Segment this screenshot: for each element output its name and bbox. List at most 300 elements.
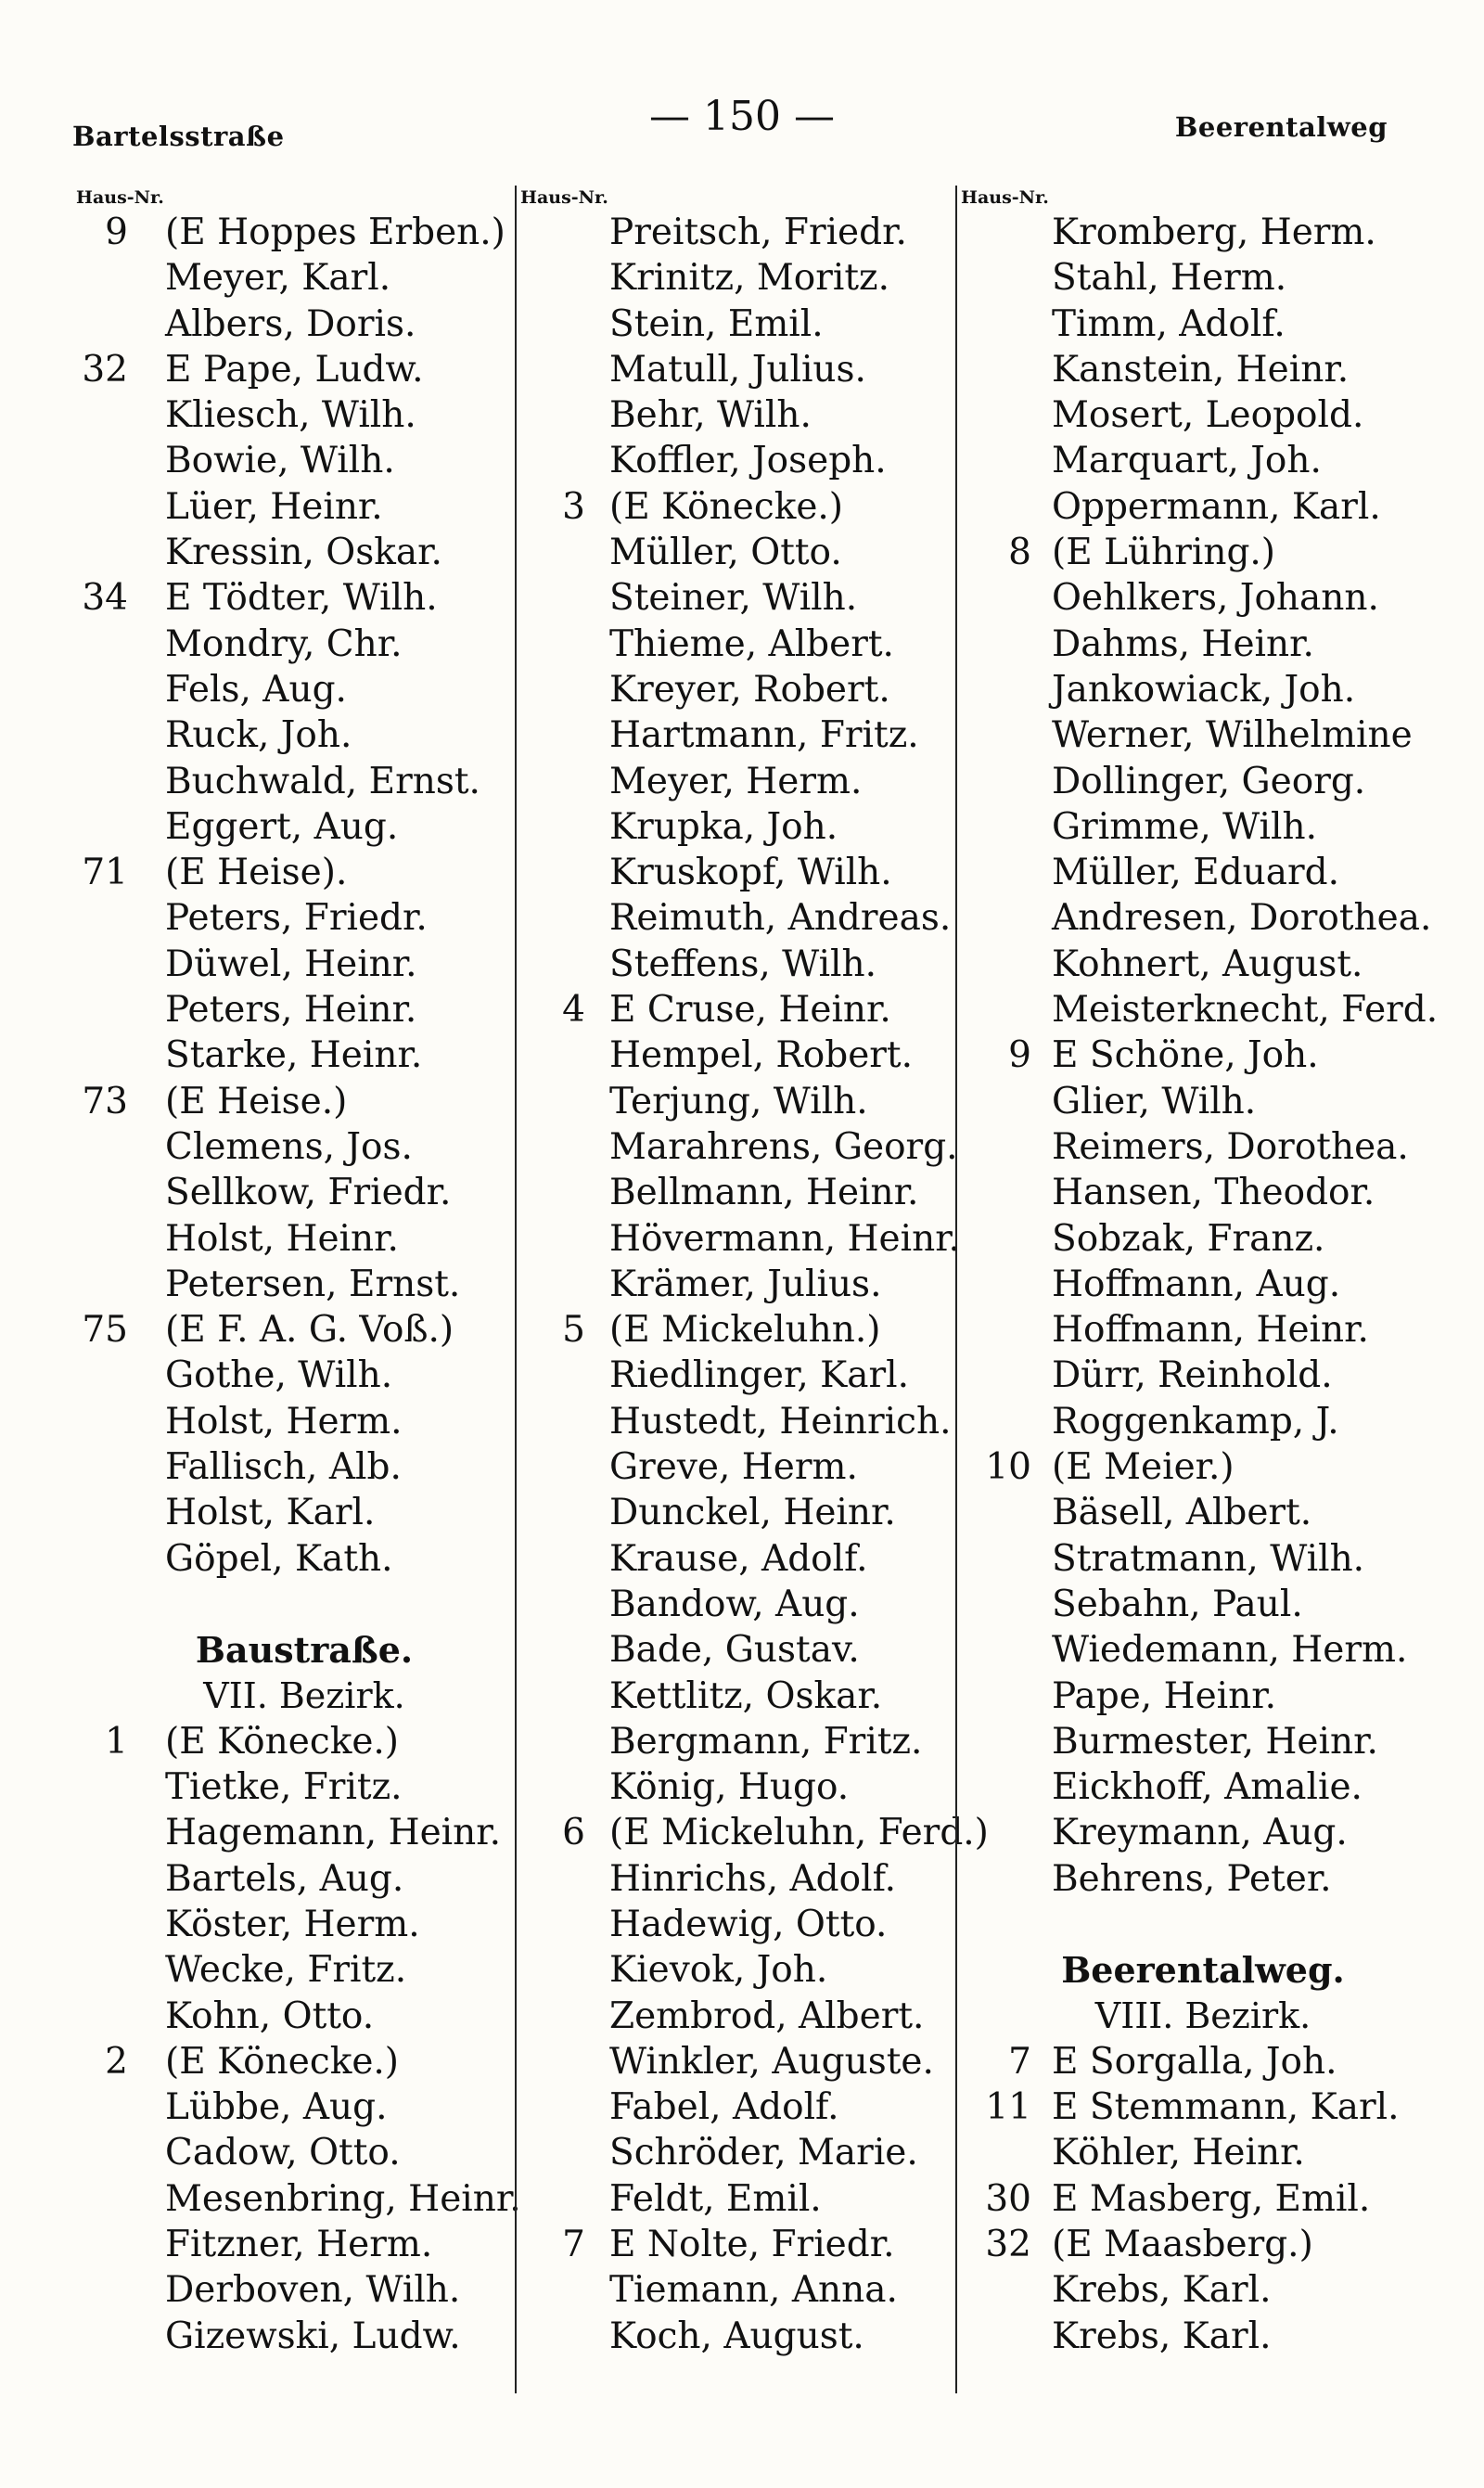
resident-name: Dollinger, Georg. xyxy=(1052,760,1366,802)
directory-entry xyxy=(957,2176,1439,2222)
resident-name: Cadow, Otto. xyxy=(165,2132,401,2174)
directory-entry xyxy=(517,712,960,758)
directory-entry xyxy=(72,1810,508,1855)
resident-name: Kressin, Oskar. xyxy=(165,532,442,574)
resident-name: Hagemann, Heinr. xyxy=(165,1812,502,1854)
resident-name: Thieme, Albert. xyxy=(609,622,894,665)
resident-name: Werner, Wilhelmine xyxy=(1052,714,1413,757)
resident-name: Reimuth, Andreas. xyxy=(609,897,952,940)
resident-name: Oppermann, Karl. xyxy=(1052,485,1381,528)
resident-name: Müller, Eduard. xyxy=(1052,852,1340,894)
resident-name: Steiner, Wilh. xyxy=(609,577,858,620)
resident-name: (E F. A. G. Voß.) xyxy=(165,1309,454,1352)
resident-name: Sebahn, Paul. xyxy=(1052,1583,1303,1625)
resident-name: Schröder, Marie. xyxy=(609,2132,918,2174)
resident-name: (E Maasberg.) xyxy=(1052,2224,1313,2266)
resident-name: Reimers, Dorothea. xyxy=(1052,1125,1409,1168)
directory-entry xyxy=(957,987,1439,1032)
directory-entry xyxy=(957,530,1439,575)
directory-entry xyxy=(517,1947,960,1993)
directory-entry xyxy=(517,987,960,1032)
resident-name: Grimme, Wilh. xyxy=(1052,805,1317,848)
column-header: Haus-Nr. xyxy=(76,187,164,208)
street-heading: Beerentalweg. xyxy=(1061,1949,1345,1992)
resident-name: Eickhoff, Amalie. xyxy=(1052,1766,1362,1809)
directory-entry xyxy=(957,1032,1439,1078)
resident-name: Wecke, Fritz. xyxy=(165,1949,407,1992)
resident-name: Bade, Gustav. xyxy=(609,1629,860,1672)
directory-entry xyxy=(517,850,960,895)
resident-name: Jankowiack, Joh. xyxy=(1052,668,1356,711)
resident-name: Göpel, Kath. xyxy=(165,1537,393,1580)
directory-entry xyxy=(957,392,1439,438)
resident-name: Marahrens, Georg. xyxy=(609,1125,958,1168)
resident-name: Hoffmann, Aug. xyxy=(1052,1263,1341,1305)
directory-entry xyxy=(957,942,1439,987)
resident-name: Albers, Doris. xyxy=(165,302,416,345)
resident-name: Dürr, Reinhold. xyxy=(1052,1354,1333,1397)
directory-entry xyxy=(517,2222,960,2267)
directory-entry xyxy=(72,895,508,941)
directory-entry xyxy=(517,759,960,804)
directory-entry xyxy=(517,1216,960,1262)
resident-name: (E Lühring.) xyxy=(1052,532,1276,574)
resident-name: Bergmann, Fritz. xyxy=(609,1720,923,1763)
resident-name: Lübbe, Aug. xyxy=(165,2086,388,2129)
resident-name: Sellkow, Friedr. xyxy=(165,1172,452,1214)
resident-name: Fabel, Adolf. xyxy=(609,2086,839,2129)
directory-entry xyxy=(72,1856,508,1902)
resident-name: Holst, Karl. xyxy=(165,1492,376,1534)
directory-entry xyxy=(957,2130,1439,2175)
house-number: 9 xyxy=(105,212,128,253)
directory-entry xyxy=(957,2039,1439,2084)
directory-entry xyxy=(72,1536,508,1582)
house-number: 30 xyxy=(985,2177,1031,2220)
district-heading: VIII. Bezirk. xyxy=(1094,1994,1311,2036)
resident-name: Marquart, Joh. xyxy=(1052,440,1322,482)
resident-name: Clemens, Jos. xyxy=(165,1125,413,1168)
resident-name: Terjung, Wilh. xyxy=(609,1080,868,1122)
street-heading: Baustraße. xyxy=(195,1629,414,1672)
directory-entry xyxy=(517,255,960,301)
directory-entry xyxy=(72,1994,508,2039)
resident-name: Köster, Herm. xyxy=(165,1903,420,1945)
resident-name: Mesenbring, Heinr. xyxy=(165,2177,521,2220)
resident-name: (E Hoppes Erben.) xyxy=(165,212,505,253)
directory-entry xyxy=(72,1170,508,1215)
directory-entry xyxy=(957,1674,1439,1719)
resident-name: Preitsch, Friedr. xyxy=(609,212,907,253)
directory-entry xyxy=(72,2130,508,2175)
directory-entry xyxy=(72,1262,508,1307)
directory-entry xyxy=(517,210,960,255)
resident-name: Tiemann, Anna. xyxy=(609,2269,898,2312)
resident-name: Köhler, Heinr. xyxy=(1052,2132,1305,2174)
resident-name: E Sorgalla, Joh. xyxy=(1052,2040,1337,2083)
directory-entry xyxy=(72,1719,508,1764)
resident-name: E Masberg, Emil. xyxy=(1052,2177,1371,2220)
resident-name: Glier, Wilh. xyxy=(1052,1080,1257,1122)
directory-entry xyxy=(517,1490,960,1535)
resident-name: Hustedt, Heinrich. xyxy=(609,1400,952,1443)
directory-entry xyxy=(517,1170,960,1215)
directory-entry xyxy=(72,1032,508,1078)
directory-entry xyxy=(957,484,1439,530)
column-header: Haus-Nr. xyxy=(520,187,608,208)
resident-name: (E Könecke.) xyxy=(165,2040,400,2083)
directory-entry xyxy=(957,1216,1439,1262)
directory-entry xyxy=(517,622,960,667)
page-number: — 150 — xyxy=(649,93,835,140)
resident-name: Hinrichs, Adolf. xyxy=(609,1857,897,1900)
directory-entry xyxy=(72,2222,508,2267)
directory-entry xyxy=(72,575,508,621)
resident-name: Krebs, Karl. xyxy=(1052,2269,1272,2312)
resident-name: E Cruse, Heinr. xyxy=(609,989,891,1032)
directory-entry xyxy=(72,667,508,712)
resident-name: Dahms, Heinr. xyxy=(1052,622,1314,665)
house-number: 11 xyxy=(985,2086,1031,2129)
directory-entry xyxy=(517,1856,960,1902)
directory-entry xyxy=(517,530,960,575)
house-number: 10 xyxy=(985,1446,1031,1489)
directory-entry xyxy=(72,347,508,392)
directory-entry xyxy=(517,2084,960,2130)
house-number: 6 xyxy=(562,1812,585,1854)
directory-entry xyxy=(957,895,1439,941)
resident-name: Stahl, Herm. xyxy=(1052,257,1287,300)
directory-entry xyxy=(957,1810,1439,1855)
directory-entry xyxy=(517,942,960,987)
column-2 xyxy=(515,186,989,2393)
directory-entry xyxy=(517,2314,960,2359)
house-number: 75 xyxy=(82,1309,128,1352)
house-number: 9 xyxy=(1008,1034,1031,1077)
directory-entry xyxy=(957,1444,1439,1490)
directory-entry xyxy=(72,484,508,530)
house-number: 4 xyxy=(562,989,585,1032)
resident-name: Eggert, Aug. xyxy=(165,805,399,848)
directory-entry xyxy=(72,1079,508,1124)
directory-entry xyxy=(957,1490,1439,1535)
directory-entry xyxy=(517,1582,960,1627)
directory-entry xyxy=(957,1079,1439,1124)
resident-name: Steffens, Wilh. xyxy=(609,943,877,985)
directory-entry xyxy=(517,2039,960,2084)
directory-entry xyxy=(72,1947,508,1993)
directory-entry xyxy=(72,712,508,758)
resident-name: E Schöne, Joh. xyxy=(1052,1034,1319,1077)
resident-name: Matull, Julius. xyxy=(609,348,866,391)
resident-name: Behrens, Peter. xyxy=(1052,1857,1332,1900)
resident-name: Tietke, Fritz. xyxy=(165,1766,403,1809)
resident-name: Kievok, Joh. xyxy=(609,1949,828,1992)
directory-entry xyxy=(72,622,508,667)
directory-entry xyxy=(72,1307,508,1353)
directory-entry xyxy=(517,1353,960,1398)
resident-name: (E Heise). xyxy=(165,852,348,894)
directory-entry xyxy=(517,392,960,438)
house-number: 5 xyxy=(562,1309,585,1352)
resident-name: Müller, Otto. xyxy=(609,532,842,574)
column-1 xyxy=(72,186,521,2393)
resident-name: Starke, Heinr. xyxy=(165,1034,423,1077)
house-number: 3 xyxy=(562,485,585,528)
resident-name: Krinitz, Moritz. xyxy=(609,257,890,300)
resident-name: Meyer, Herm. xyxy=(609,760,863,802)
directory-entry xyxy=(517,1444,960,1490)
resident-name: Bellmann, Heinr. xyxy=(609,1172,919,1214)
resident-name: Zembrod, Albert. xyxy=(609,1994,925,2037)
house-number: 32 xyxy=(82,348,128,391)
resident-name: Bowie, Wilh. xyxy=(165,440,395,482)
resident-name: Hansen, Theodor. xyxy=(1052,1172,1375,1214)
directory-entry xyxy=(517,2267,960,2313)
directory-entry xyxy=(957,438,1439,483)
resident-name: Peters, Heinr. xyxy=(165,989,417,1032)
resident-name: E Pape, Ludw. xyxy=(165,348,424,391)
directory-entry xyxy=(957,804,1439,850)
resident-name: Sobzak, Franz. xyxy=(1052,1217,1325,1260)
resident-name: Peters, Friedr. xyxy=(165,897,428,940)
directory-entry xyxy=(72,759,508,804)
resident-name: Bäsell, Albert. xyxy=(1052,1492,1312,1534)
resident-name: E Nolte, Friedr. xyxy=(609,2224,895,2266)
resident-name: (E Mickeluhn, Ferd.) xyxy=(609,1812,989,1854)
directory-entry xyxy=(957,1582,1439,1627)
resident-name: (E Mickeluhn.) xyxy=(609,1309,881,1352)
resident-name: Oehlkers, Johann. xyxy=(1052,577,1379,620)
resident-name: König, Hugo. xyxy=(609,1766,850,1809)
directory-entry xyxy=(72,438,508,483)
directory-entry xyxy=(72,301,508,347)
running-head xyxy=(0,93,1484,152)
directory-entry xyxy=(517,1399,960,1444)
resident-name: Bartels, Aug. xyxy=(165,1857,404,1900)
resident-name: Ruck, Joh. xyxy=(165,714,352,757)
directory-entry xyxy=(517,1810,989,1855)
directory-entry xyxy=(72,850,508,895)
section-gap xyxy=(72,1582,508,1627)
directory-entry xyxy=(72,942,508,987)
directory-entry xyxy=(517,1307,960,1353)
directory-entry xyxy=(517,347,960,392)
resident-name: Pape, Heinr. xyxy=(1052,1674,1277,1717)
resident-name: Hartmann, Fritz. xyxy=(609,714,919,757)
directory-entry xyxy=(957,1124,1439,1170)
resident-name: Behr, Wilh. xyxy=(609,394,812,437)
resident-name: Krupka, Joh. xyxy=(609,805,838,848)
directory-entry xyxy=(72,1902,508,1947)
directory-entry xyxy=(72,2267,508,2313)
directory-entry xyxy=(957,1719,1439,1764)
resident-name: Bandow, Aug. xyxy=(609,1583,860,1625)
resident-name: Feldt, Emil. xyxy=(609,2177,822,2220)
directory-entry xyxy=(957,1262,1439,1307)
resident-name: Andresen, Dorothea. xyxy=(1052,897,1432,940)
directory-entry xyxy=(957,2314,1439,2359)
house-number: 34 xyxy=(82,577,128,620)
resident-name: Gothe, Wilh. xyxy=(165,1354,393,1397)
running-head-left: Bartelsstraße xyxy=(72,121,285,152)
resident-name: Kanstein, Heinr. xyxy=(1052,348,1350,391)
directory-entry xyxy=(517,1764,960,1810)
directory-entry xyxy=(957,575,1439,621)
directory-entry xyxy=(957,1399,1439,1444)
directory-entry xyxy=(957,1627,1439,1673)
resident-name: Krause, Adolf. xyxy=(609,1537,868,1580)
directory-entry xyxy=(517,2176,960,2222)
directory-entry xyxy=(957,850,1439,895)
directory-entry xyxy=(72,1399,508,1444)
house-number: 1 xyxy=(105,1720,128,1763)
resident-name: E Tödter, Wilh. xyxy=(165,577,438,620)
directory-entry xyxy=(72,210,508,255)
resident-name: Mosert, Leopold. xyxy=(1052,394,1364,437)
directory-entry xyxy=(517,1262,960,1307)
directory-entry xyxy=(72,530,508,575)
resident-name: Kreyer, Robert. xyxy=(609,668,890,711)
directory-entry xyxy=(957,210,1439,255)
directory-entry xyxy=(517,2130,960,2175)
resident-name: Düwel, Heinr. xyxy=(165,943,417,985)
directory-entry xyxy=(72,2039,508,2084)
resident-name: Holst, Herm. xyxy=(165,1400,403,1443)
section-gap xyxy=(957,1902,1439,1947)
directory-entry xyxy=(957,255,1439,301)
house-number: 71 xyxy=(82,852,128,894)
resident-name: Roggenkamp, J. xyxy=(1052,1400,1339,1443)
column-3 xyxy=(955,186,1439,2393)
directory-entry xyxy=(957,1536,1439,1582)
directory-entry xyxy=(72,2084,508,2130)
directory-entry xyxy=(517,895,960,941)
resident-name: Lüer, Heinr. xyxy=(165,485,383,528)
directory-entry xyxy=(517,667,960,712)
directory-entry xyxy=(957,347,1439,392)
house-number: 7 xyxy=(562,2224,585,2266)
resident-name: (E Meier.) xyxy=(1052,1446,1235,1489)
resident-name: Fitzner, Herm. xyxy=(165,2224,433,2266)
resident-name: Krämer, Julius. xyxy=(609,1263,882,1305)
resident-name: Dunckel, Heinr. xyxy=(609,1492,896,1534)
directory-entry xyxy=(517,438,960,483)
directory-entry xyxy=(517,804,960,850)
house-number: 32 xyxy=(985,2224,1031,2266)
resident-name: Hövermann, Heinr. xyxy=(609,1217,960,1260)
directory-entry xyxy=(72,1353,508,1398)
directory-entry xyxy=(72,987,508,1032)
directory-entry xyxy=(957,2084,1439,2130)
directory-entry xyxy=(517,1627,960,1673)
directory-entry xyxy=(957,712,1439,758)
directory-entry xyxy=(517,1032,960,1078)
directory-entry xyxy=(72,392,508,438)
directory-entry xyxy=(72,255,508,301)
house-number: 8 xyxy=(1008,532,1031,574)
column-header: Haus-Nr. xyxy=(961,187,1049,208)
directory-entry xyxy=(957,1856,1439,1902)
resident-name: Greve, Herm. xyxy=(609,1446,858,1489)
directory-entry xyxy=(517,1994,960,2039)
directory-entry xyxy=(957,759,1439,804)
house-number: 2 xyxy=(105,2040,128,2083)
resident-name: Stratmann, Wilh. xyxy=(1052,1537,1365,1580)
resident-name: Riedlinger, Karl. xyxy=(609,1354,910,1397)
directory-entry xyxy=(957,667,1439,712)
resident-name: Buchwald, Ernst. xyxy=(165,760,480,802)
resident-name: Kromberg, Herm. xyxy=(1052,212,1376,253)
resident-name: Burmester, Heinr. xyxy=(1052,1720,1378,1763)
resident-name: Timm, Adolf. xyxy=(1052,302,1286,345)
resident-name: Gizewski, Ludw. xyxy=(165,2315,461,2357)
directory-entry xyxy=(517,1674,960,1719)
district-heading: VII. Bezirk. xyxy=(203,1674,405,1716)
house-number: 73 xyxy=(82,1080,128,1122)
directory-entry xyxy=(517,1124,960,1170)
directory-entry xyxy=(517,1902,960,1947)
directory-entry xyxy=(72,1216,508,1262)
resident-name: Koffler, Joseph. xyxy=(609,440,887,482)
resident-name: Meisterknecht, Ferd. xyxy=(1052,989,1439,1032)
directory-entry xyxy=(72,1444,508,1490)
resident-name: Hadewig, Otto. xyxy=(609,1903,888,1945)
directory-entry xyxy=(517,575,960,621)
directory-entry xyxy=(517,1719,960,1764)
resident-name: Kreymann, Aug. xyxy=(1052,1812,1348,1854)
directory-entry xyxy=(72,2314,508,2359)
resident-name: (E Könecke.) xyxy=(609,485,844,528)
resident-name: Holst, Heinr. xyxy=(165,1217,399,1260)
resident-name: Derboven, Wilh. xyxy=(165,2269,461,2312)
directory-entry xyxy=(957,622,1439,667)
directory-entry xyxy=(957,1353,1439,1398)
directory-entry xyxy=(517,1079,960,1124)
resident-name: Meyer, Karl. xyxy=(165,257,391,300)
resident-name: Fels, Aug. xyxy=(165,668,347,711)
resident-name: E Stemmann, Karl. xyxy=(1052,2086,1400,2129)
directory-entry xyxy=(517,484,960,530)
directory-entry xyxy=(517,1536,960,1582)
directory-entry xyxy=(957,301,1439,347)
directory-entry xyxy=(957,1764,1439,1810)
directory-entry xyxy=(72,2176,521,2222)
resident-name: (E Heise.) xyxy=(165,1080,348,1122)
house-number: 7 xyxy=(1008,2040,1031,2083)
resident-name: Wiedemann, Herm. xyxy=(1052,1629,1408,1672)
directory-entry xyxy=(72,1490,508,1535)
directory-entry xyxy=(72,1764,508,1810)
resident-name: (E Könecke.) xyxy=(165,1720,400,1763)
resident-name: Hempel, Robert. xyxy=(609,1034,913,1077)
resident-name: Hoffmann, Heinr. xyxy=(1052,1309,1369,1352)
resident-name: Stein, Emil. xyxy=(609,302,824,345)
directory-entry xyxy=(957,1307,1439,1353)
running-head-right: Beerentalweg xyxy=(1174,111,1388,143)
resident-name: Mondry, Chr. xyxy=(165,622,403,665)
directory-entry xyxy=(957,2222,1439,2267)
resident-name: Koch, August. xyxy=(609,2315,864,2357)
directory-entry xyxy=(72,804,508,850)
resident-name: Petersen, Ernst. xyxy=(165,1263,461,1305)
resident-name: Kohnert, August. xyxy=(1052,943,1363,985)
directory-entry xyxy=(957,1170,1439,1215)
resident-name: Kettlitz, Oskar. xyxy=(609,1674,883,1717)
resident-name: Kohn, Otto. xyxy=(165,1994,375,2037)
directory-entry xyxy=(517,301,960,347)
directory-entry xyxy=(72,1124,508,1170)
